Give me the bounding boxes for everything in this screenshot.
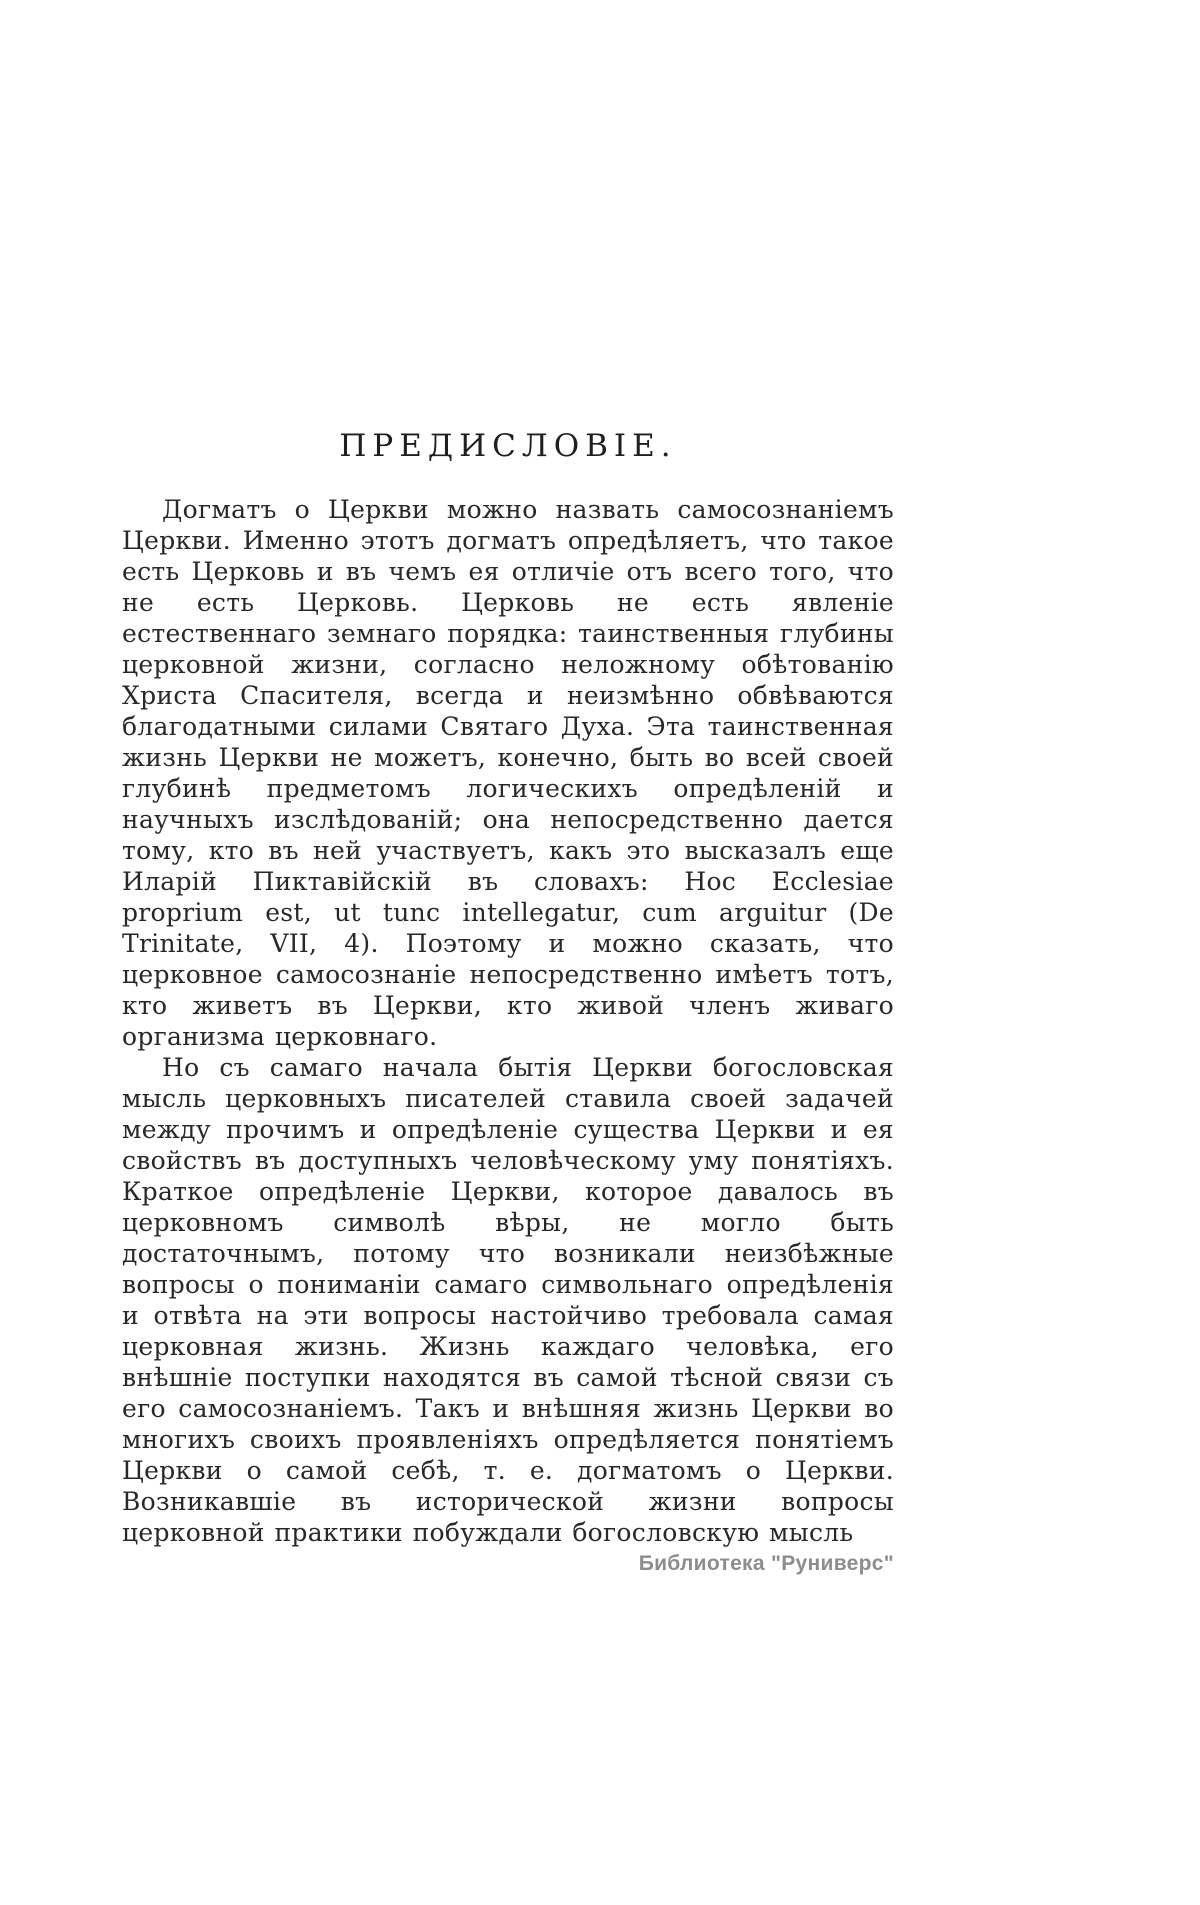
library-watermark: Библиотека "Руниверс"	[638, 1552, 894, 1575]
paragraph-2: Но съ самаго начала бытія Церкви богословская мысль церковныхъ писателей ставила своей задачей между прочимъ и опредѣленіе существа Церкви и ея свойствъ въ доступныхъ человѣческому уму понятіяхъ. Краткое опредѣленіе Церкви, которое давалось въ церковномъ символѣ вѣры, не могло быть достаточнымъ, потому что возникали неизбѣжные вопросы о пониманіи самаго символьнаго опредѣленія и отвѣта на эти вопросы настойчиво требовала самая церковная жизнь. Жизнь каждаго человѣка, его внѣшніе поступки находятся въ самой тѣсной связи съ его самосознаніемъ. Такъ и внѣшняя жизнь Церкви во многихъ своихъ проявленіяхъ опредѣляется понятіемъ Церкви о самой себѣ, т. е. догматомъ о Церкви. Возникавшіе въ исторической жизни вопросы церковной практики побуждали богословскую мысль	[122, 1053, 894, 1547]
page-title: ПРЕДИСЛОВІЕ.	[339, 428, 677, 464]
paragraph-1: Догматъ о Церкви можно назвать самосознаніемъ Церкви. Именно этотъ догматъ опредѣляетъ, что такое есть Церковь и въ чемъ ея отличіе отъ всего того, что не есть Церковь. Церковь не есть явленіе естественнаго земнаго порядка: таинственныя глубины церковной жизни, согласно неложному обѣтованію Христа Спасителя, всегда и неизмѣнно обвѣваются благодатными силами Святаго Духа. Эта таинственная жизнь Церкви не можетъ, конечно, быть во всей своей глубинѣ предметомъ логическихъ опредѣленій и научныхъ изслѣдованій; она непосредственно дается тому, кто въ ней участвуетъ, какъ это высказалъ еще Иларій Пиктавійскій въ словахъ: Hoc Ecclesiae proprium est, ut tunc intellegatur, cum arguitur (De Trinitate, VII, 4). Поэтому и можно сказать, что церковное самосознаніе непосредственно имѣетъ тотъ, кто живетъ въ Церкви, кто живой членъ живаго организма церковнаго.	[122, 495, 894, 1051]
text-block	[122, 428, 894, 1548]
